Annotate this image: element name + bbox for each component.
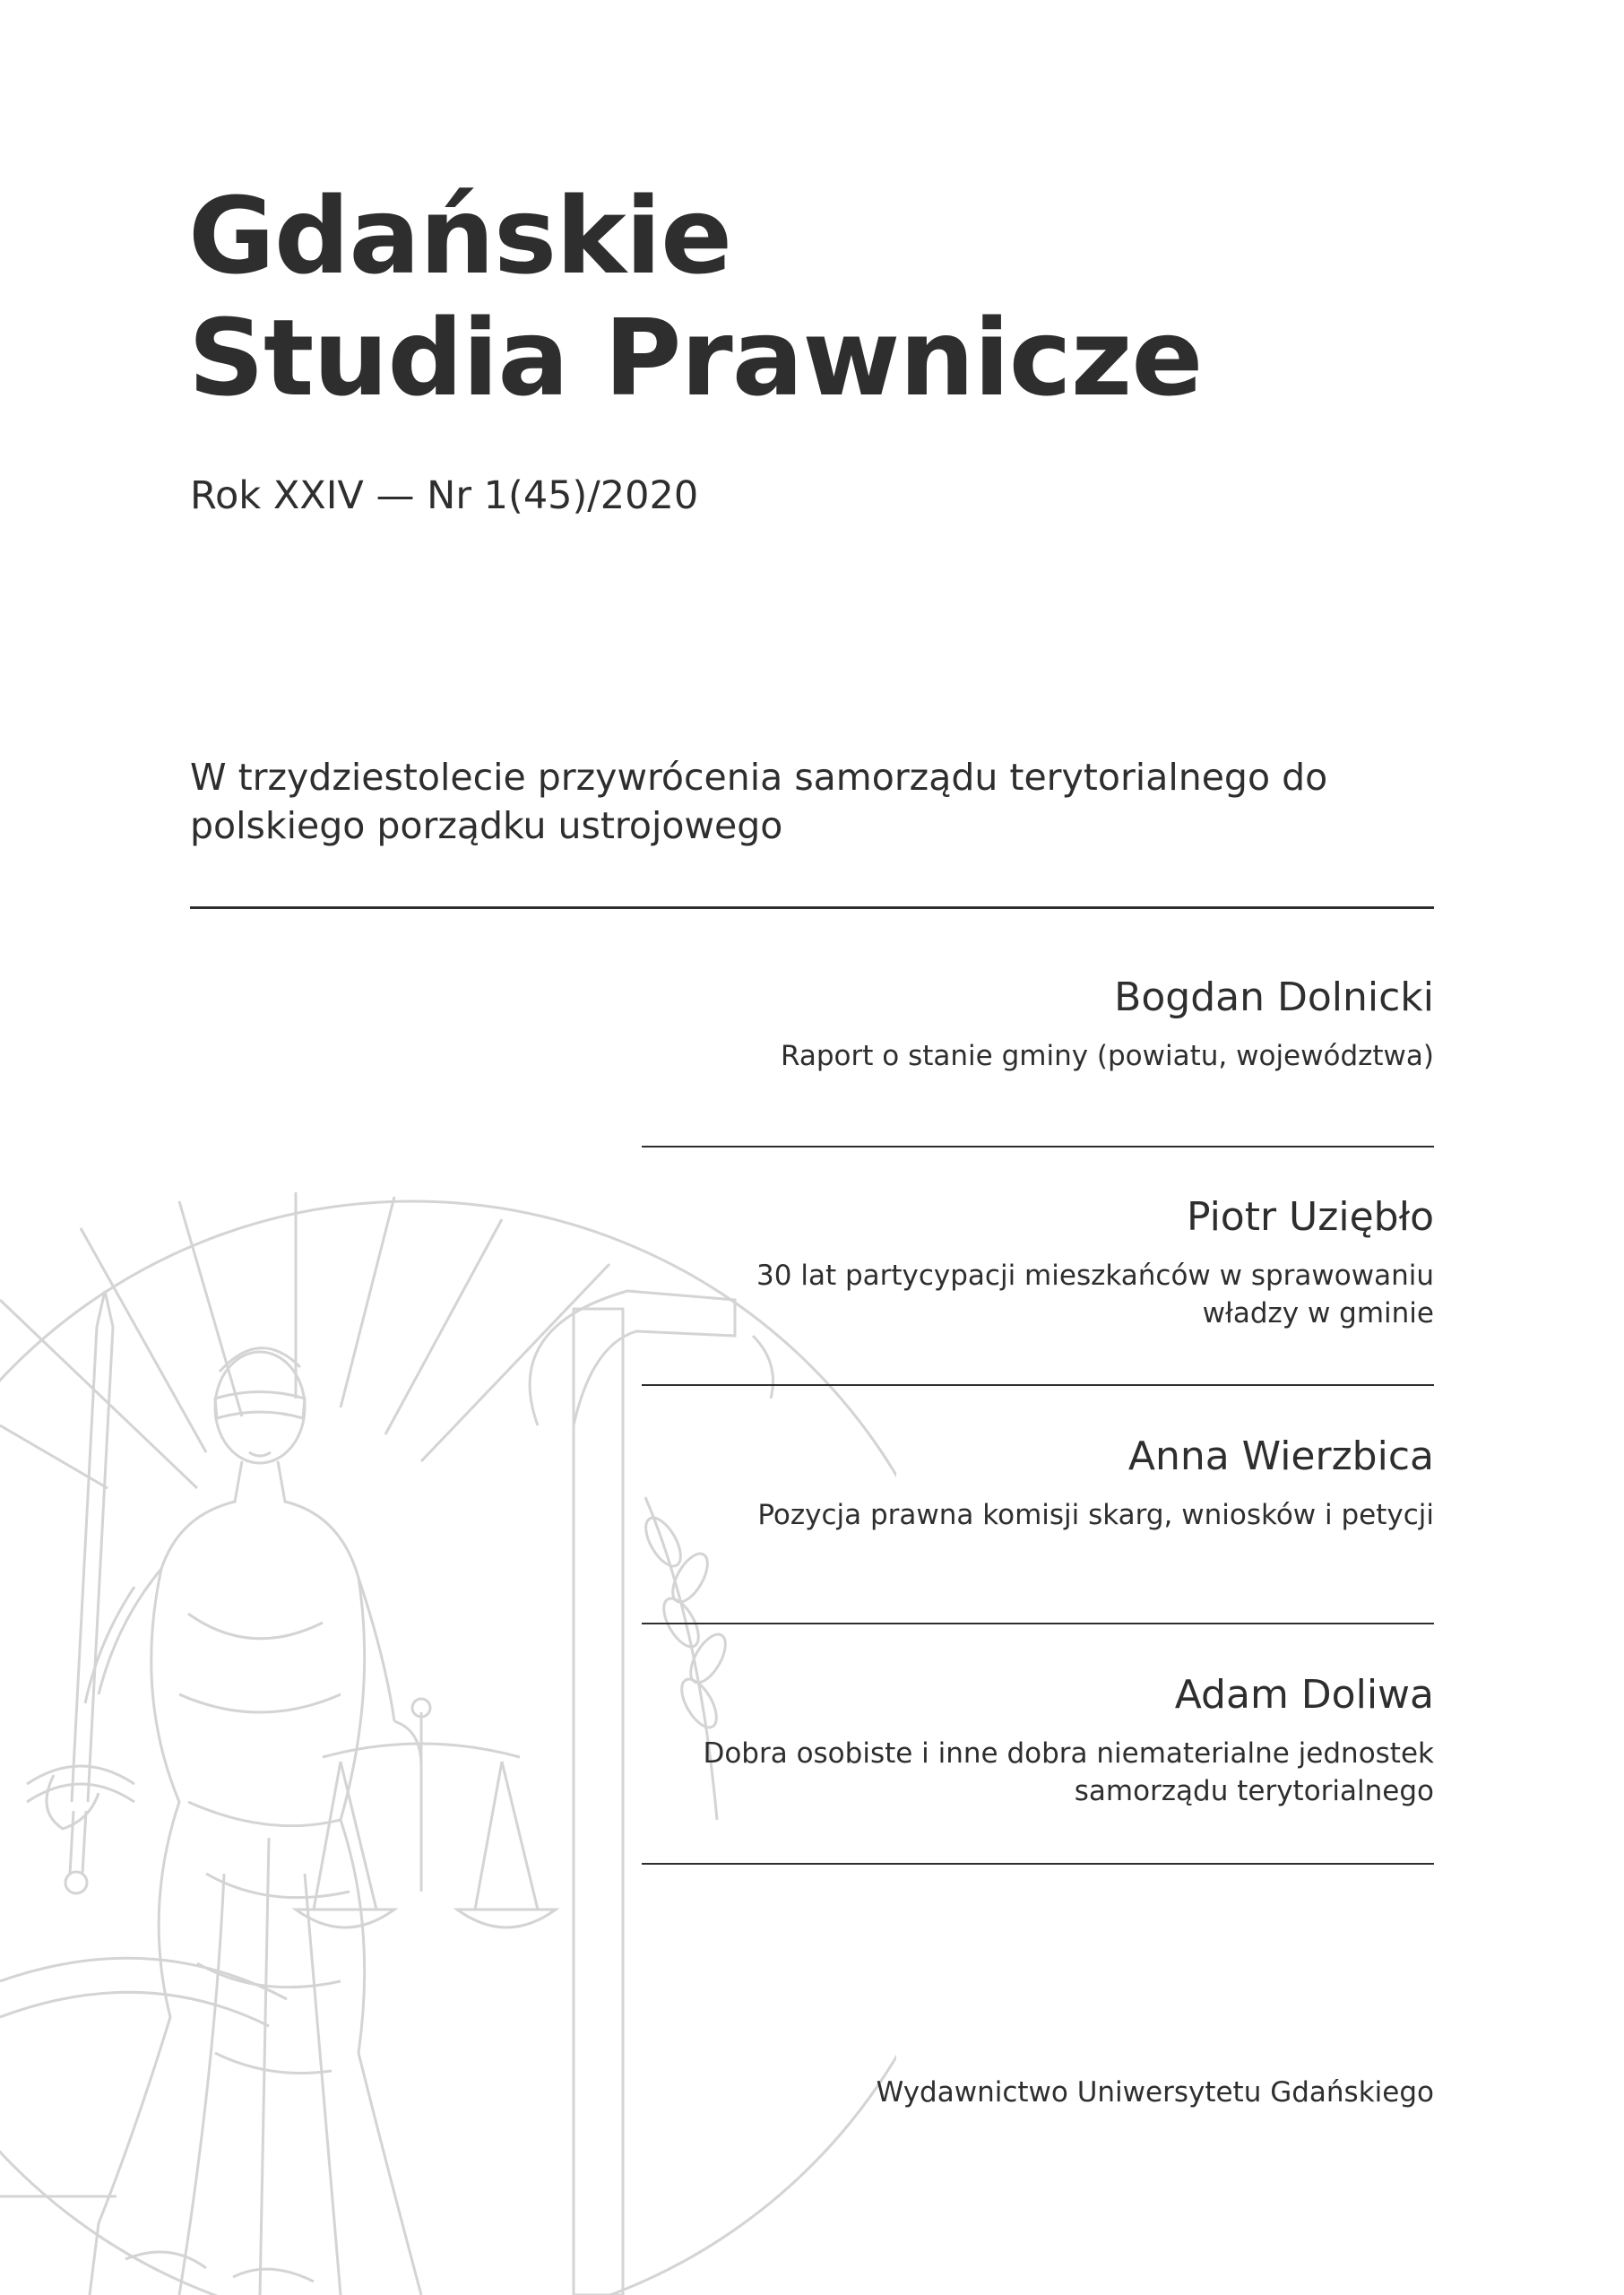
article-item [538,1192,1434,1332]
article-item [538,973,1434,1075]
publisher-name: Wydawnictwo Uniwersytetu Gdańskiego [876,2076,1434,2109]
article-title-line: Dobra osobiste i inne dobra niematerialne jednostek [703,1737,1434,1770]
article-author: Adam Doliwa [1174,1672,1434,1718]
divider-main [190,906,1434,909]
divider-article [642,1863,1434,1865]
issue-theme: W trzydziestolecie przywrócenia samorządu terytorialnego do polskiego porządku ustrojowego [190,756,1328,847]
article-author: Piotr Uziębło [1187,1194,1434,1240]
article-item [538,1432,1434,1534]
journal-title-line2: Studia Prawnicze [188,296,1203,420]
article-title-line: samorządu terytorialnego [1074,1775,1434,1807]
journal-title [188,175,1202,419]
article-author: Bogdan Dolnicki [1114,974,1434,1020]
article-title-line: Pozycja prawna komisji skarg, wniosków i petycji [757,1499,1434,1531]
article-title-line: Raport o stanie gminy (powiatu, województwa) [781,1040,1434,1072]
issue-info: Rok XXIV — Nr 1(45)/2020 [190,473,699,518]
article-title-line: 30 lat partycypacji mieszkańców w sprawowaniu [756,1260,1434,1292]
article-title-line: władzy w gminie [1202,1297,1434,1329]
article-author: Anna Wierzbica [1127,1433,1434,1479]
article-item [538,1670,1434,1810]
divider-article [642,1384,1434,1386]
article-title [538,1735,1434,1810]
article-title [538,1037,1434,1075]
article-title [538,1257,1434,1332]
journal-title-line1: Gdańskie [188,174,732,298]
divider-article [642,1146,1434,1148]
article-title [538,1496,1434,1534]
divider-article [642,1623,1434,1624]
